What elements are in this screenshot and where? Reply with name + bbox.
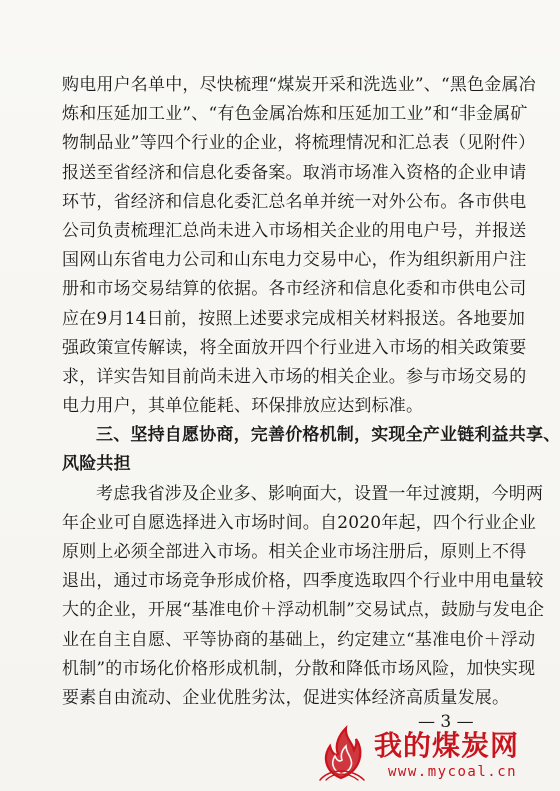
text-line: 国网山东省电力公司和山东电力交易中心，作为组织新用户注 <box>62 250 527 271</box>
text-line: 购电用户名单中，尽快梳理“煤炭开采和洗选业”、“黑色金属冶 <box>62 75 536 95</box>
text-line: 机制”的市场化价格形成机制，分散和降低市场风险，加快实现 <box>62 658 536 679</box>
text-line: 炼和压延加工业”、“有色金属冶炼和压延加工业”和“非金属矿 <box>62 104 528 125</box>
text-line: 业在自主自愿、平等协商的基础上，约定建立“基准电价＋浮动 <box>62 629 536 650</box>
text-line: 考虑我省涉及企业多、影响面大，设置一年过渡期，今明两 <box>96 483 544 504</box>
text-line: 公司负责梳理汇总尚未进入市场相关企业的用电户号，并报送 <box>62 220 527 241</box>
text-line: 求，详实告知目前尚未进入市场的相关企业。参与市场交易的 <box>62 366 527 387</box>
text-line: 要素自由流动、企业优胜劣汰，促进实体经济高质量发展。 <box>62 687 510 708</box>
page-number: — 3 — <box>418 712 474 732</box>
text-line: 年企业可自愿选择进入市场时间。自2020年起，四个行业企业 <box>62 512 537 533</box>
text-line: 报送至省经济和信息化委备案。取消市场准入资格的企业申请 <box>62 162 527 183</box>
watermark-brand-name: 我的煤炭网 <box>374 729 520 762</box>
text-line: 环节，省经济和信息化委汇总名单并统一对外公布。各市供电 <box>62 191 527 212</box>
text-line: 退出，通过市场竞争形成价格，四季度选取四个行业中用电量较 <box>62 571 544 592</box>
section-heading-continued: 风险共担 <box>62 454 131 475</box>
flame-logo-icon <box>312 724 370 782</box>
section-heading: 三、坚持自愿协商，完善价格机制，实现全产业链利益共享、 <box>96 425 560 446</box>
text-line: 电力用户，其单位能耗、环保排放应达到标准。 <box>62 396 424 417</box>
text-line: 大的企业，开展“基准电价＋浮动机制”交易试点，鼓励与发电企 <box>62 600 545 621</box>
text-line: 册和市场交易结算的依据。各市经济和信息化委和市供电公司 <box>62 279 527 300</box>
text-line: 原则上必须全部进入市场。相关企业市场注册后，原则上不得 <box>62 542 527 562</box>
watermark-url: www.mycoal.cn <box>388 764 518 780</box>
document-body <box>62 71 560 713</box>
text-line: 应在9月14日前，按照上述要求完成相关材料报送。各地要加 <box>62 308 526 329</box>
watermark <box>312 722 552 786</box>
text-line: 物制品业”等四个行业的企业，将梳理情况和汇总表（见附件） <box>62 133 536 154</box>
text-line: 强政策宣传解读，将全面放开四个行业进入市场的相关政策要 <box>62 337 527 358</box>
